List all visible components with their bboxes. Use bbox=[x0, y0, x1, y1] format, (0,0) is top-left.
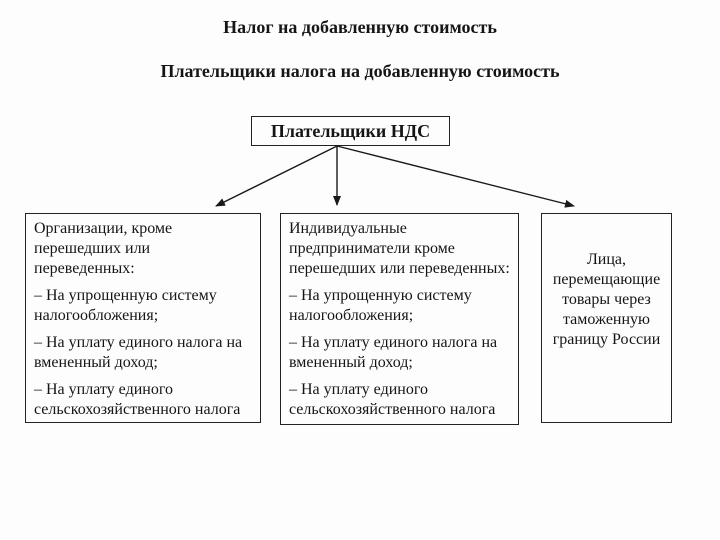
page-title: Налог на добавленную стоимость bbox=[223, 17, 497, 37]
arrow-to-organizations-box bbox=[216, 146, 337, 206]
branch-box-persons-moving-goods bbox=[541, 213, 672, 423]
box-paragraph: – На уплату единого сельскохозяйственного налога bbox=[34, 381, 241, 418]
box-paragraph: – На упрощенную систему налогообложения; bbox=[34, 287, 217, 324]
root-node-label: Плательщики НДС bbox=[270, 120, 431, 141]
branch-box-organizations bbox=[25, 213, 261, 423]
root-node-vat-payers bbox=[251, 116, 450, 146]
box-paragraph: – На уплату единого налога на вмененный доход; bbox=[34, 334, 243, 371]
box-paragraph: – На упрощенную систему налогообложения; bbox=[289, 287, 472, 324]
box-paragraph: Индивидуальные предприниматели кроме перешедших или переведенных: bbox=[289, 220, 510, 277]
arrow-to-persons-box bbox=[337, 146, 574, 206]
branch-box-individual-entrepreneurs bbox=[280, 213, 519, 425]
box-paragraph: – На уплату единого налога на вмененный доход; bbox=[289, 334, 498, 371]
box-paragraph: Лица, перемещающие товары через таможенную границу России bbox=[552, 251, 661, 348]
page-subtitle: Плательщики налога на добавленную стоимость bbox=[160, 61, 560, 81]
box-paragraph: Организации, кроме перешедших или переведенных: bbox=[34, 220, 173, 277]
box-paragraph: – На уплату единого сельскохозяйственного налога bbox=[289, 381, 496, 418]
